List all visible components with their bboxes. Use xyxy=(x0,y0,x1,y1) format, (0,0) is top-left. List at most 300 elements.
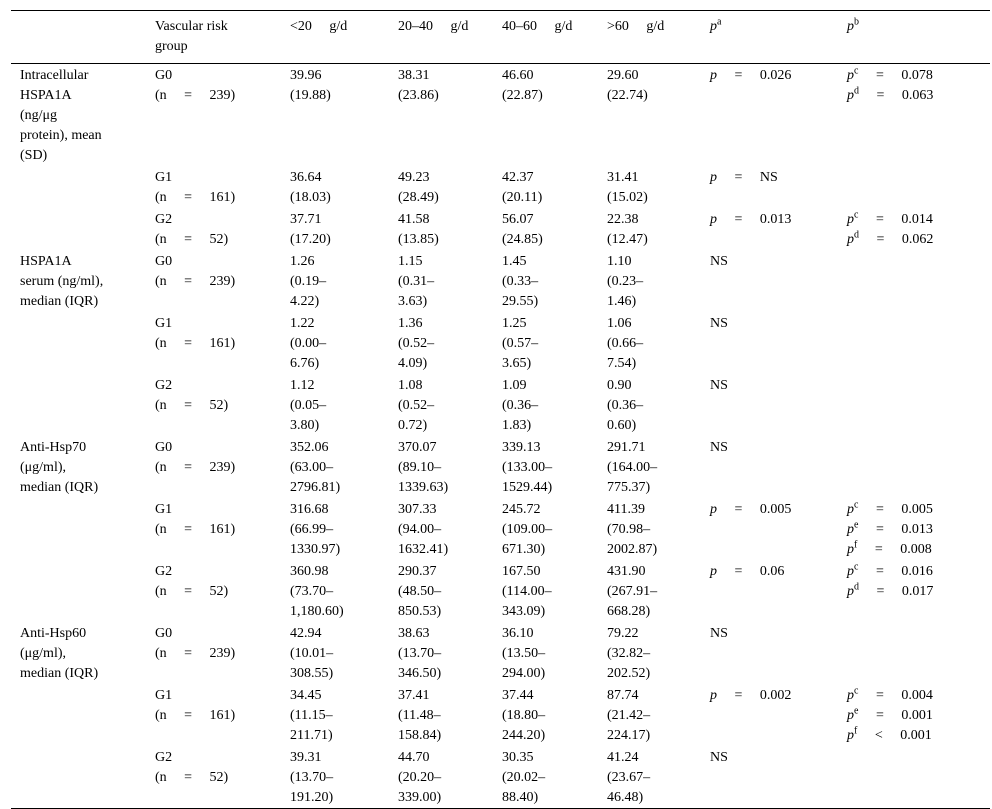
value-line: (94.00– xyxy=(398,522,442,537)
pb-sup: d xyxy=(854,85,859,97)
value-line: 775.37) xyxy=(607,480,651,495)
marker-cell xyxy=(11,436,155,498)
risk-group-cell xyxy=(155,436,290,498)
value-line: 39.31 xyxy=(290,750,322,765)
value-cell xyxy=(607,560,710,622)
value-line: 87.74 xyxy=(607,688,639,703)
pb-line xyxy=(847,706,990,726)
value-cell xyxy=(607,684,710,746)
marker-label-line: serum (ng/ml), xyxy=(20,274,104,289)
value-line: (89.10– xyxy=(398,460,442,475)
value-line: (109.00– xyxy=(502,522,553,537)
group-n: (n = 52) xyxy=(155,232,229,247)
value-line: 34.45 xyxy=(290,688,322,703)
marker-label-line: median (IQR) xyxy=(20,666,99,681)
value-line: 22.38 xyxy=(607,212,639,227)
marker-cell xyxy=(11,746,155,809)
value-line: 3.63) xyxy=(398,294,428,309)
pb-p: p xyxy=(847,88,854,103)
group-name: G1 xyxy=(155,502,173,517)
pb-cell xyxy=(847,250,990,312)
marker-cell xyxy=(11,64,155,167)
pb-value: = 0.078 xyxy=(858,68,933,83)
pb-p: p xyxy=(847,708,854,723)
group-name: G2 xyxy=(155,378,173,393)
table-row xyxy=(11,208,990,250)
value-line: 339.00) xyxy=(398,790,442,805)
table-row xyxy=(11,64,990,167)
value-cell xyxy=(502,684,607,746)
pb-sup: c xyxy=(854,561,859,573)
pa-value: NS xyxy=(710,440,728,455)
value-line: (17.20) xyxy=(290,232,331,247)
value-line: 291.71 xyxy=(607,440,646,455)
value-line: 29.60 xyxy=(607,68,639,83)
value-line: 1.08 xyxy=(398,378,423,393)
table-row xyxy=(11,622,990,684)
pb-p: p xyxy=(847,522,854,537)
pb-sup: c xyxy=(854,685,859,697)
value-line: (23.86) xyxy=(398,88,439,103)
value-line: (11.48– xyxy=(398,708,441,723)
value-line: 352.06 xyxy=(290,440,329,455)
header-row xyxy=(11,11,990,64)
value-line: (10.01– xyxy=(290,646,334,661)
value-line: 1.83) xyxy=(502,418,532,433)
value-line: (20.02– xyxy=(502,770,546,785)
risk-group-cell xyxy=(155,622,290,684)
header-risk-group: Vascular risk group xyxy=(155,19,228,54)
value-line: 37.41 xyxy=(398,688,430,703)
pb-sup: f xyxy=(854,725,858,737)
marker-cell xyxy=(11,312,155,374)
value-cell xyxy=(607,374,710,436)
value-line: 31.41 xyxy=(607,170,639,185)
value-line: (13.70– xyxy=(398,646,442,661)
value-line: 39.96 xyxy=(290,68,322,83)
group-n: (n = 52) xyxy=(155,770,229,785)
value-cell xyxy=(398,498,502,560)
value-line: 1.06 xyxy=(607,316,632,331)
pa-cell xyxy=(710,498,847,560)
group-n: (n = 239) xyxy=(155,88,236,103)
value-line: 42.94 xyxy=(290,626,322,641)
pb-value: = 0.062 xyxy=(859,232,934,247)
pa-value: p = NS xyxy=(710,170,778,185)
pb-cell xyxy=(847,684,990,746)
group-name: G0 xyxy=(155,68,173,83)
pb-value: = 0.004 xyxy=(858,688,933,703)
marker-cell xyxy=(11,560,155,622)
value-line: (133.00– xyxy=(502,460,553,475)
risk-group-cell xyxy=(155,684,290,746)
marker-cell xyxy=(11,374,155,436)
value-line: (24.85) xyxy=(502,232,543,247)
value-line: 49.23 xyxy=(398,170,430,185)
pb-cell xyxy=(847,208,990,250)
pb-value: = 0.001 xyxy=(858,708,933,723)
value-cell xyxy=(502,208,607,250)
value-line: 671.30) xyxy=(502,542,546,557)
pb-p: p xyxy=(847,232,854,247)
value-line: 191.20) xyxy=(290,790,334,805)
pa-cell xyxy=(710,64,847,167)
value-line: (12.47) xyxy=(607,232,648,247)
value-line: (20.11) xyxy=(502,190,543,205)
value-line: (0.52– xyxy=(398,336,435,351)
pb-p: p xyxy=(847,584,854,599)
pa-value: p = 0.005 xyxy=(710,502,792,517)
pa-cell xyxy=(710,374,847,436)
value-line: 290.37 xyxy=(398,564,437,579)
marker-cell xyxy=(11,498,155,560)
value-line: (0.57– xyxy=(502,336,539,351)
value-line: (164.00– xyxy=(607,460,658,475)
value-line: 41.24 xyxy=(607,750,639,765)
pb-cell xyxy=(847,746,990,809)
value-cell xyxy=(502,560,607,622)
header-marker xyxy=(11,11,155,64)
pb-value: < 0.001 xyxy=(857,728,932,743)
value-line: 343.09) xyxy=(502,604,546,619)
value-cell xyxy=(398,560,502,622)
value-line: 1.10 xyxy=(607,254,632,269)
pb-sup: c xyxy=(854,65,859,77)
value-cell xyxy=(398,746,502,809)
value-cell xyxy=(607,746,710,809)
pb-value: = 0.005 xyxy=(858,502,933,517)
value-line: (114.00– xyxy=(502,584,552,599)
value-line: 2796.81) xyxy=(290,480,341,495)
pa-value: NS xyxy=(710,750,728,765)
group-name: G1 xyxy=(155,316,173,331)
value-line: 316.68 xyxy=(290,502,329,517)
pb-line xyxy=(847,686,990,706)
value-line: (21.42– xyxy=(607,708,651,723)
value-cell xyxy=(607,312,710,374)
pa-cell xyxy=(710,208,847,250)
value-line: 38.31 xyxy=(398,68,430,83)
table-row xyxy=(11,436,990,498)
value-line: 36.64 xyxy=(290,170,322,185)
value-line: 37.71 xyxy=(290,212,322,227)
value-line: 202.52) xyxy=(607,666,651,681)
pb-sup: f xyxy=(854,539,858,551)
pa-value: p = 0.002 xyxy=(710,688,792,703)
group-n: (n = 239) xyxy=(155,460,236,475)
value-line: (0.19– xyxy=(290,274,327,289)
marker-label-line: (μg/ml), xyxy=(20,646,66,661)
marker-label-line: HSPA1A xyxy=(20,88,72,103)
pb-line xyxy=(847,726,990,746)
value-line: 0.90 xyxy=(607,378,632,393)
value-line: 1529.44) xyxy=(502,480,553,495)
group-name: G2 xyxy=(155,564,173,579)
value-cell xyxy=(502,498,607,560)
pb-line xyxy=(847,230,990,250)
pa-value: p = 0.013 xyxy=(710,212,792,227)
pb-p: p xyxy=(847,502,854,517)
value-cell xyxy=(290,64,398,167)
value-line: 1.15 xyxy=(398,254,423,269)
table-row xyxy=(11,166,990,208)
header-40-60: 40–60 g/d xyxy=(502,19,573,34)
value-cell xyxy=(398,622,502,684)
value-line: 46.48) xyxy=(607,790,644,805)
value-cell xyxy=(398,312,502,374)
value-line: 88.40) xyxy=(502,790,539,805)
value-line: (0.33– xyxy=(502,274,539,289)
value-cell xyxy=(502,312,607,374)
table-row xyxy=(11,684,990,746)
pa-value: NS xyxy=(710,378,728,393)
value-line: 0.72) xyxy=(398,418,428,433)
value-line: 244.20) xyxy=(502,728,546,743)
pb-value: = 0.008 xyxy=(857,542,932,557)
value-cell xyxy=(290,312,398,374)
value-line: 1,180.60) xyxy=(290,604,344,619)
marker-cell xyxy=(11,684,155,746)
value-line: 29.55) xyxy=(502,294,539,309)
value-cell xyxy=(398,208,502,250)
value-cell xyxy=(502,436,607,498)
pb-sup: e xyxy=(854,705,859,717)
value-line: 38.63 xyxy=(398,626,430,641)
value-line: 41.58 xyxy=(398,212,430,227)
marker-cell xyxy=(11,166,155,208)
group-name: G0 xyxy=(155,440,173,455)
table-row xyxy=(11,498,990,560)
marker-label-line: Anti-Hsp60 xyxy=(20,626,87,641)
value-line: 1632.41) xyxy=(398,542,449,557)
value-line: (32.82– xyxy=(607,646,651,661)
value-cell xyxy=(290,436,398,498)
group-n: (n = 52) xyxy=(155,398,229,413)
value-cell xyxy=(290,250,398,312)
value-line: (13.50– xyxy=(502,646,546,661)
value-line: 79.22 xyxy=(607,626,639,641)
marker-cell xyxy=(11,622,155,684)
value-line: (0.00– xyxy=(290,336,327,351)
value-line: (66.99– xyxy=(290,522,334,537)
value-line: (48.50– xyxy=(398,584,442,599)
table-row xyxy=(11,746,990,809)
marker-cell xyxy=(11,250,155,312)
pb-cell xyxy=(847,374,990,436)
risk-group-cell xyxy=(155,374,290,436)
pa-value: NS xyxy=(710,254,728,269)
value-cell xyxy=(607,166,710,208)
value-line: (19.88) xyxy=(290,88,331,103)
pb-p: p xyxy=(847,728,854,743)
risk-group-cell xyxy=(155,746,290,809)
value-line: (18.80– xyxy=(502,708,546,723)
pb-sup: c xyxy=(854,209,859,221)
risk-group-cell xyxy=(155,166,290,208)
value-line: 36.10 xyxy=(502,626,534,641)
pa-value: NS xyxy=(710,626,728,641)
value-cell xyxy=(607,436,710,498)
value-cell xyxy=(502,622,607,684)
marker-label-line: (μg/ml), xyxy=(20,460,66,475)
value-cell xyxy=(290,560,398,622)
header-lt20: <20 g/d xyxy=(290,19,348,34)
pb-line xyxy=(847,86,990,106)
pa-cell xyxy=(710,250,847,312)
value-line: (0.23– xyxy=(607,274,644,289)
marker-cell xyxy=(11,208,155,250)
pa-value: NS xyxy=(710,316,728,331)
pb-line xyxy=(847,562,990,582)
value-cell xyxy=(607,250,710,312)
value-line: (22.87) xyxy=(502,88,543,103)
pb-p: p xyxy=(847,542,854,557)
value-line: (28.49) xyxy=(398,190,439,205)
marker-label-line: (ng/μg xyxy=(20,108,58,123)
value-line: 6.76) xyxy=(290,356,320,371)
pb-cell xyxy=(847,436,990,498)
value-cell xyxy=(607,622,710,684)
value-line: 308.55) xyxy=(290,666,334,681)
value-line: 1.12 xyxy=(290,378,315,393)
pb-sup: d xyxy=(854,229,859,241)
pb-sup: d xyxy=(854,581,859,593)
value-cell xyxy=(502,374,607,436)
pa-cell xyxy=(710,622,847,684)
value-cell xyxy=(398,166,502,208)
risk-group-cell xyxy=(155,312,290,374)
group-n: (n = 161) xyxy=(155,190,236,205)
value-line: 1.45 xyxy=(502,254,527,269)
pb-cell xyxy=(847,498,990,560)
pa-cell xyxy=(710,312,847,374)
value-line: (267.91– xyxy=(607,584,658,599)
value-line: 850.53) xyxy=(398,604,442,619)
value-cell xyxy=(607,208,710,250)
value-line: 46.60 xyxy=(502,68,534,83)
table-row xyxy=(11,560,990,622)
pb-sup: e xyxy=(854,519,859,531)
group-name: G2 xyxy=(155,212,173,227)
marker-label-line: Anti-Hsp70 xyxy=(20,440,87,455)
value-line: 339.13 xyxy=(502,440,541,455)
value-line: 211.71) xyxy=(290,728,333,743)
group-name: G0 xyxy=(155,254,173,269)
group-n: (n = 239) xyxy=(155,274,236,289)
value-line: 307.33 xyxy=(398,502,437,517)
value-line: 1.46) xyxy=(607,294,637,309)
value-line: 42.37 xyxy=(502,170,534,185)
pb-line xyxy=(847,520,990,540)
header-20-40: 20–40 g/d xyxy=(398,19,469,34)
value-line: 1.09 xyxy=(502,378,527,393)
group-name: G1 xyxy=(155,688,173,703)
pa-cell xyxy=(710,746,847,809)
header-pb: $p^b$ xyxy=(847,16,859,34)
marker-label-line: Intracellular xyxy=(20,68,89,83)
group-n: (n = 239) xyxy=(155,646,236,661)
value-cell xyxy=(290,498,398,560)
value-cell xyxy=(398,436,502,498)
value-line: 1339.63) xyxy=(398,480,449,495)
risk-group-cell xyxy=(155,560,290,622)
value-line: 30.35 xyxy=(502,750,534,765)
risk-group-cell xyxy=(155,64,290,167)
pb-cell xyxy=(847,312,990,374)
value-line: (0.66– xyxy=(607,336,644,351)
group-name: G0 xyxy=(155,626,173,641)
table-row xyxy=(11,374,990,436)
value-line: 370.07 xyxy=(398,440,437,455)
value-line: (18.03) xyxy=(290,190,331,205)
value-cell xyxy=(502,746,607,809)
marker-label-line: HSPA1A xyxy=(20,254,72,269)
group-name: G2 xyxy=(155,750,173,765)
group-name: G1 xyxy=(155,170,173,185)
value-line: 224.17) xyxy=(607,728,651,743)
value-cell xyxy=(290,374,398,436)
pb-line xyxy=(847,540,990,560)
value-cell xyxy=(398,64,502,167)
value-line: (73.70– xyxy=(290,584,334,599)
value-line: 1.26 xyxy=(290,254,315,269)
value-cell xyxy=(607,498,710,560)
risk-group-cell xyxy=(155,250,290,312)
pb-cell xyxy=(847,166,990,208)
value-line: 4.22) xyxy=(290,294,320,309)
marker-label-line: protein), mean xyxy=(20,128,102,143)
value-line: (20.20– xyxy=(398,770,442,785)
value-line: 294.00) xyxy=(502,666,546,681)
value-line: (70.98– xyxy=(607,522,651,537)
value-line: (0.36– xyxy=(607,398,644,413)
value-cell xyxy=(290,684,398,746)
pa-cell xyxy=(710,166,847,208)
value-line: 411.39 xyxy=(607,502,645,517)
value-cell xyxy=(398,684,502,746)
value-cell xyxy=(398,374,502,436)
pb-p: p xyxy=(847,68,854,83)
pb-value: = 0.013 xyxy=(858,522,933,537)
pb-cell xyxy=(847,64,990,167)
value-line: (13.85) xyxy=(398,232,439,247)
pa-cell xyxy=(710,684,847,746)
pb-sup: c xyxy=(854,499,859,511)
value-line: (0.05– xyxy=(290,398,327,413)
value-line: (22.74) xyxy=(607,88,648,103)
pb-p: p xyxy=(847,688,854,703)
value-cell xyxy=(502,250,607,312)
pa-value: p = 0.06 xyxy=(710,564,785,579)
value-line: 3.65) xyxy=(502,356,532,371)
group-n: (n = 52) xyxy=(155,584,229,599)
table-body xyxy=(11,64,990,809)
value-cell xyxy=(398,250,502,312)
marker-label-line: median (IQR) xyxy=(20,294,99,309)
table-row xyxy=(11,312,990,374)
value-line: 1.25 xyxy=(502,316,527,331)
pb-p: p xyxy=(847,564,854,579)
pb-line xyxy=(847,582,990,602)
results-table xyxy=(11,10,990,809)
value-line: 56.07 xyxy=(502,212,534,227)
value-line: 37.44 xyxy=(502,688,534,703)
value-line: (13.70– xyxy=(290,770,334,785)
value-line: (23.67– xyxy=(607,770,651,785)
pb-cell xyxy=(847,622,990,684)
table-row xyxy=(11,250,990,312)
pb-value: = 0.016 xyxy=(858,564,933,579)
